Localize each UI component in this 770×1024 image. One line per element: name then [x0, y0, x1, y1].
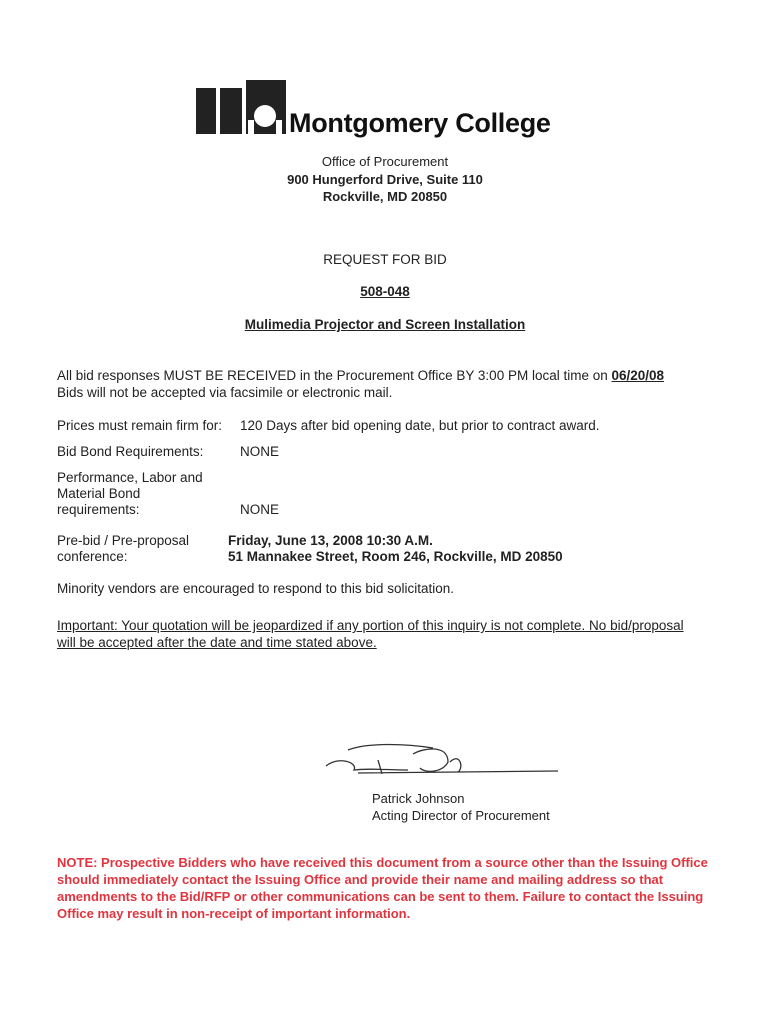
prebid-label-line1: Pre-bid / Pre-proposal	[57, 533, 190, 548]
performance-label-line3: requirements:	[57, 502, 140, 517]
office-name: Office of Procurement	[321, 154, 449, 169]
deadline-note: Bids will not be accepted via facsimile or electronic mail.	[57, 385, 393, 400]
document-heading: REQUEST FOR BID	[323, 252, 447, 267]
signer-title: Acting Director of Procurement	[372, 808, 550, 823]
prices-value: 120 Days after bid opening date, but prior to contract award.	[240, 418, 600, 433]
performance-value: NONE	[240, 502, 280, 517]
performance-label-line1: Performance, Labor and	[57, 470, 203, 485]
prebid-date: Friday, June 13, 2008 10:30 A.M.	[228, 533, 433, 548]
deadline-line	[57, 368, 664, 383]
signer-name: Patrick Johnson	[372, 791, 465, 806]
performance-label-line2: Material Bond	[57, 486, 141, 501]
important-notice: Important: Your quotation will be jeopardized if any portion of this inquiry is not complete. No bid/proposal will be accepted after the date and time stated above.	[57, 618, 684, 650]
prebid-label-line2: conference:	[57, 549, 128, 564]
college-logo-icon	[196, 80, 286, 134]
bid-bond-label: Bid Bond Requirements:	[57, 444, 204, 459]
prebid-location: 51 Mannakee Street, Room 246, Rockville, MD 20850	[228, 549, 563, 564]
bid-subject: Mulimedia Projector and Screen Installation	[244, 317, 526, 332]
office-street: 900 Hungerford Drive, Suite 110	[287, 172, 483, 187]
deadline-text: All bid responses MUST BE RECEIVED in the Procurement Office BY 3:00 PM local time on	[57, 368, 612, 383]
bid-bond-value: NONE	[240, 444, 280, 459]
bid-number: 508-048	[360, 284, 410, 299]
college-name: Montgomery College	[289, 108, 551, 138]
prices-label: Prices must remain firm for:	[57, 418, 223, 433]
deadline-date: 06/20/08	[611, 368, 665, 383]
signature-icon	[318, 740, 568, 790]
prospective-bidders-note: NOTE: Prospective Bidders who have received this document from a source other than the Issuing Office should immediately contact the Issuing Office and provide their name and mailing address so that amendments to the Bid/RFP or other communications can be sent to them. Failure to contact the Issuing Office may result in non-receipt of important information.	[57, 855, 708, 921]
minority-statement: Minority vendors are encouraged to respond to this bid solicitation.	[57, 581, 454, 596]
office-city: Rockville, MD 20850	[322, 189, 448, 204]
